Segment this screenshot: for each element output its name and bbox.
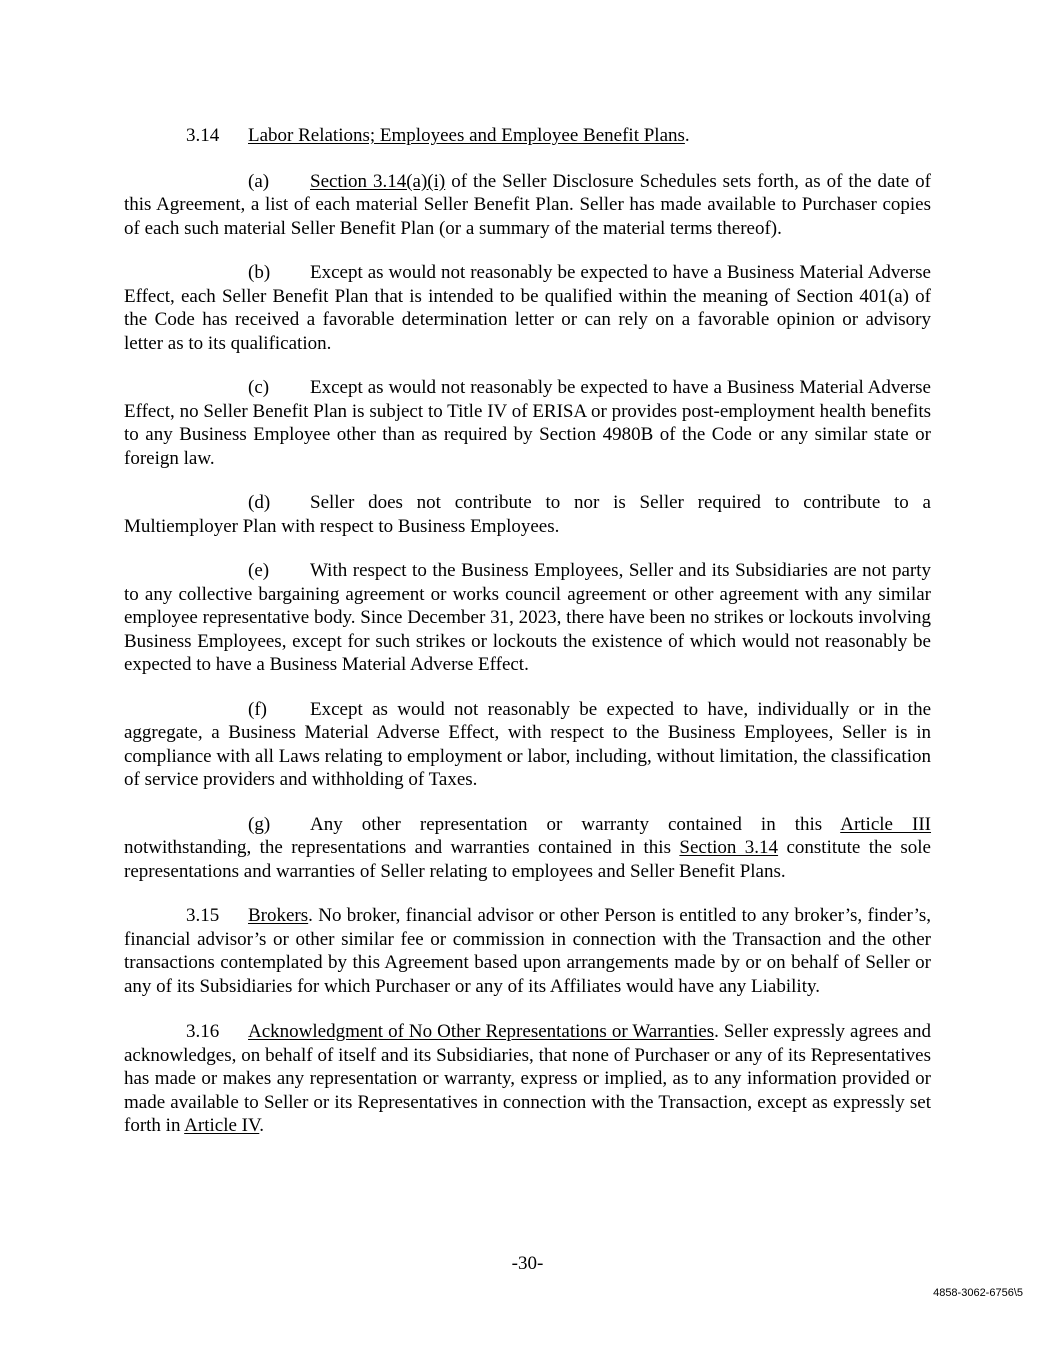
paragraph-label: (d)	[248, 492, 271, 513]
cross-reference: Section 3.14	[679, 837, 779, 858]
section-title: Labor Relations; Employees and Employee Benefit Plans	[248, 125, 685, 146]
page-number: -30-	[511, 1253, 544, 1274]
section-number: 3.14	[186, 125, 220, 146]
paragraph-label: (c)	[248, 377, 270, 398]
paragraph-label: (b)	[248, 262, 271, 283]
paragraph-e: (e) With respect to the Business Employees, Seller and its Subsidiaries are not party to any collective bargaining agreement or works council agreement or other agreement with any similar employee representative body. Since December 31, 2023, there have been no strikes or lockouts involving Business Employees, except for such strikes or lockouts the existence of which would not reasonably be expected to have a Business Material Adverse Effect.	[124, 560, 931, 675]
paragraph-b: (b) Except as would not reasonably be expected to have a Business Material Adverse Effect, each Seller Benefit Plan that is intended to be qualified within the meaning of Section 401(a) of the Code has received a favorable determination letter or can rely on a favorable opinion or advisory letter as to its qualification.	[124, 262, 931, 354]
section-number: 3.16	[186, 1021, 220, 1042]
cross-reference: Section 3.14(a)(i)	[310, 170, 446, 192]
section-number: 3.15	[186, 905, 220, 926]
paragraph-label: (f)	[248, 698, 267, 720]
paragraph-a: (a) Section 3.14(a)(i) of the Seller Disclosure Schedules sets forth, as of the date of this Agreement, a list of each material Seller Benefit Plan. Seller has made available to Purchaser copies of each such material Seller Benefit Plan (or a summary of the material terms thereof).	[124, 170, 931, 239]
section-title: Brokers	[248, 905, 309, 926]
section-title: Acknowledgment of No Other Representations or Warranties	[248, 1021, 715, 1042]
paragraph-g: (g) Any other representation or warranty contained in this Article III notwithstanding, the representations and warranties contained in this Section 3.14 constitute the sole representations and warranties of Seller relating to employees and Seller Benefit Plans.	[124, 813, 932, 882]
document-body	[124, 124, 931, 1160]
paragraph-f: (f) Except as would not reasonably be expected to have, individually or in the aggregate, a Business Material Adverse Effect, with respect to the Business Employees, Seller is in compliance with all Laws relating to employment or labor, including, without limitation, the classification of service providers and withholding of Taxes.	[124, 698, 931, 790]
paragraph-label: (g)	[248, 813, 271, 835]
paragraph-d: (d) Seller does not contribute to nor is Seller required to contribute to a Multiemployer Plan with respect to Business Employees.	[124, 492, 931, 537]
paragraph-label: (a)	[248, 170, 270, 192]
cross-reference: Article III	[840, 813, 932, 835]
cross-reference: Article IV	[184, 1115, 260, 1136]
section-3-16: 3.16 Acknowledgment of No Other Representations or Warranties. Seller expressly agrees and acknowledges, on behalf of itself and its Subsidiaries, that none of Purchaser or any of its Representatives has made or makes any representation or warranty, express or implied, as to any information provided or made available to Seller or its Representatives in connection with the Transaction, except as expressly set forth in Article IV.	[124, 1021, 931, 1136]
section-3-15: 3.15 Brokers. No broker, financial advisor or other Person is entitled to any broker’s, finder’s, financial advisor’s or other similar fee or commission in connection with the Transaction and the other transactions contemplated by this Agreement based upon arrangements made by or on behalf of Seller or any of its Subsidiaries for which Purchaser or any of its Affiliates would have any Liability.	[124, 905, 931, 997]
section-3-14-heading: 3.14 Labor Relations; Employees and Employee Benefit Plans.	[186, 125, 690, 146]
paragraph-c: (c) Except as would not reasonably be expected to have a Business Material Adverse Effect, no Seller Benefit Plan is subject to Title IV of ERISA or provides post-employment health benefits to any Business Employee other than as required by Section 4980B of the Code or any similar state or foreign law.	[124, 377, 931, 469]
paragraph-label: (e)	[248, 560, 270, 581]
document-id: 4858-3062-6756\5	[933, 1287, 1023, 1299]
